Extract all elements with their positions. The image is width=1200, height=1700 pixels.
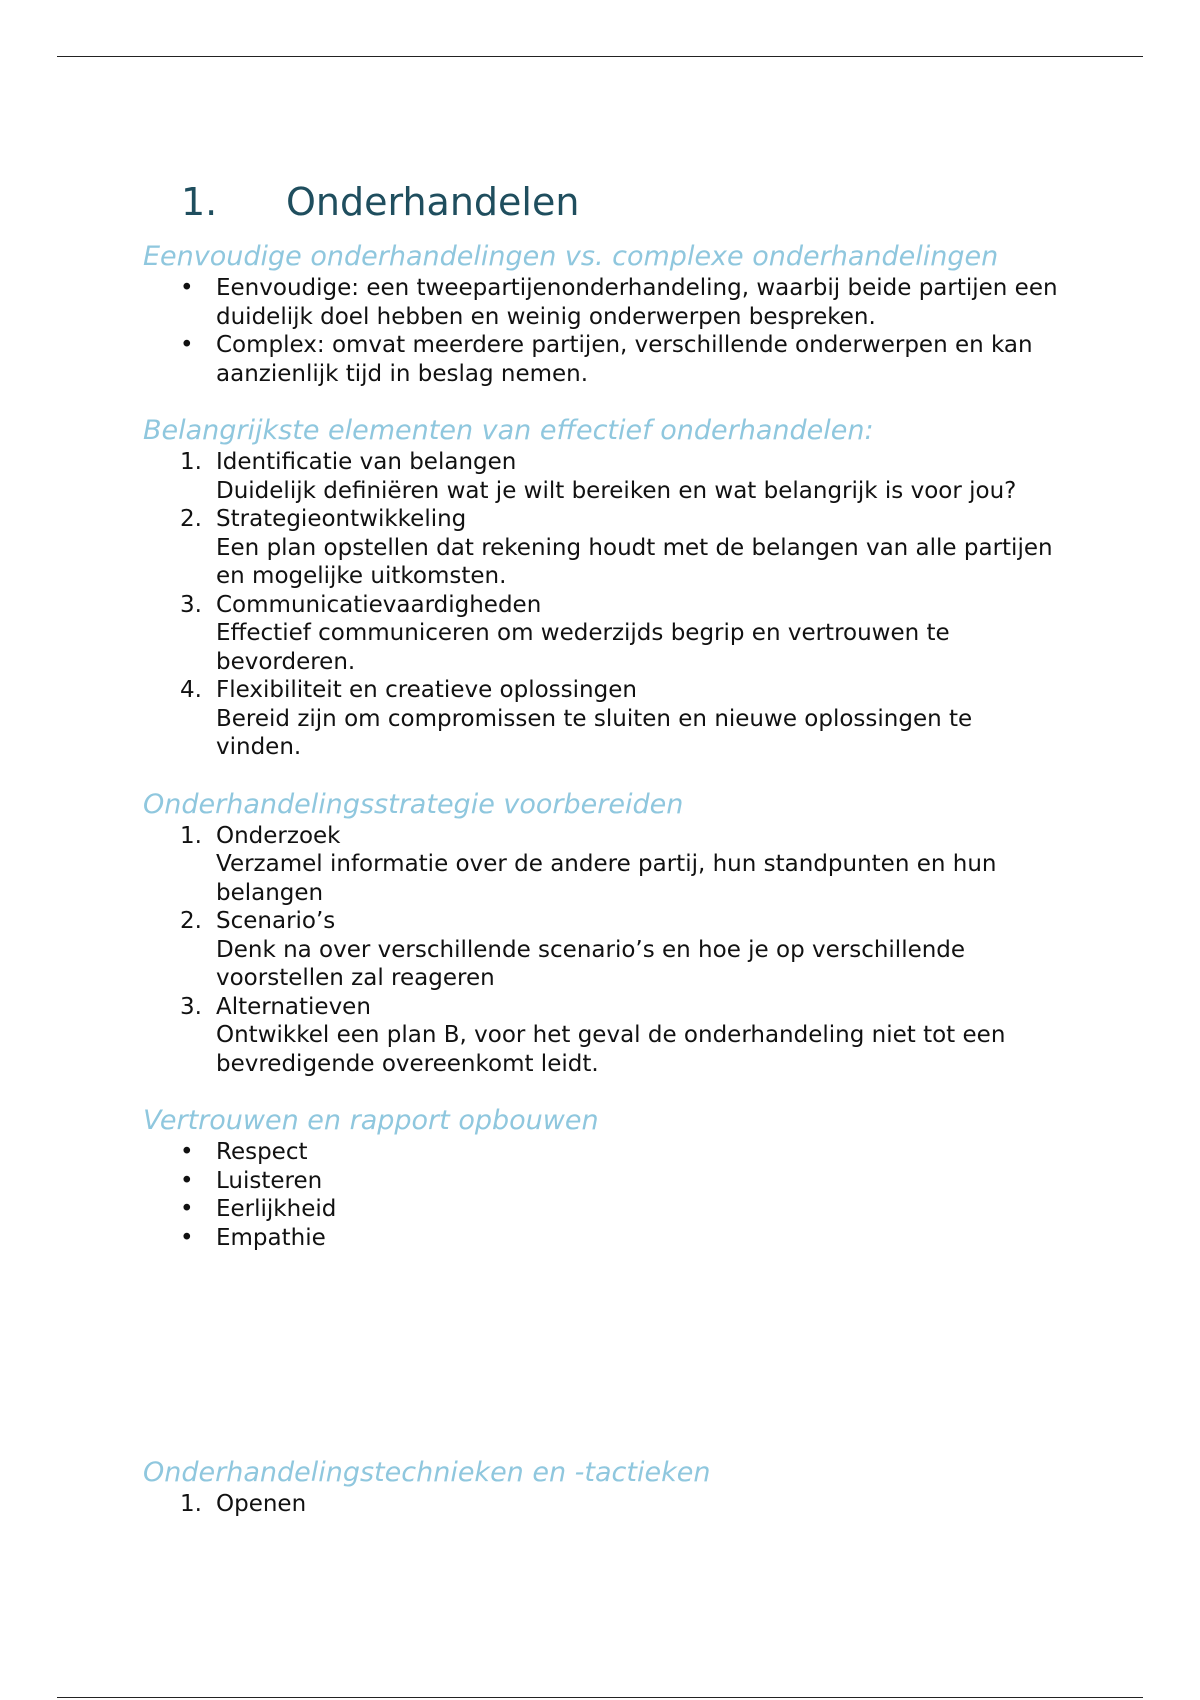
list-item-text: Complex: omvat meerdere partijen, verschillende onderwerpen en kan aanzienlijk tijd in beslag nemen. — [216, 332, 1033, 387]
list-item-title: Openen — [216, 1491, 307, 1517]
bullet-icon: • — [180, 1196, 194, 1222]
chapter-title-text: Onderhandelen — [286, 180, 580, 224]
list-item-title: Onderzoek — [216, 822, 341, 849]
section-trust-rapport — [143, 1104, 1063, 1252]
section-heading: Eenvoudige onderhandelingen vs. complexe onderhandelingen — [143, 241, 999, 272]
bullet-icon: • — [180, 1139, 194, 1165]
numbered-list — [143, 1490, 1063, 1519]
list-number: 1. — [180, 822, 202, 849]
bullet-icon: • — [180, 1224, 194, 1251]
numbered-list — [143, 822, 1063, 1079]
list-number: 4. — [180, 677, 202, 703]
list-item — [143, 1167, 1063, 1196]
numbered-list — [143, 448, 1063, 762]
section-simple-vs-complex — [143, 240, 1063, 388]
section-heading: Vertrouwen en rapport opbouwen — [143, 1105, 599, 1136]
list-item — [143, 591, 1063, 677]
list-item-description: Effectief communiceren om wederzijds begrip en vertrouwen te bevorderen. — [216, 620, 950, 675]
list-item — [143, 1490, 1063, 1519]
bullet-icon: • — [180, 1167, 194, 1194]
list-item-title: Communicatievaardigheden — [216, 591, 542, 618]
list-item-description: Duidelijk definiëren wat je wilt bereiken en wat belangrijk is voor jou? — [216, 477, 1017, 504]
section-strategy-preparation — [143, 788, 1063, 1079]
list-number: 2. — [180, 506, 202, 532]
list-item-title: Alternatieven — [216, 993, 371, 1020]
bullet-icon: • — [180, 275, 194, 301]
list-item-text: Luisteren — [216, 1167, 323, 1194]
list-number: 1. — [180, 449, 202, 475]
list-number: 2. — [180, 908, 202, 934]
list-item-text: Respect — [216, 1139, 308, 1165]
list-item — [143, 274, 1063, 331]
list-item — [143, 907, 1063, 993]
section-key-elements — [143, 414, 1063, 762]
list-item — [143, 822, 1063, 908]
list-item-title: Flexibiliteit en creatieve oplossingen — [216, 677, 637, 703]
list-item — [143, 993, 1063, 1079]
section-heading: Onderhandelingsstrategie voorbereiden — [143, 788, 684, 820]
list-item-description: Denk na over verschillende scenario’s en hoe je op verschillende voorstellen zal reageren — [216, 936, 966, 991]
chapter-number: 1. — [181, 180, 218, 224]
list-item-title: Strategieontwikkeling — [216, 506, 467, 532]
list-number: 3. — [180, 591, 202, 618]
list-item — [143, 331, 1063, 388]
section-heading: Onderhandelingstechnieken en -tactieken — [143, 1457, 711, 1488]
list-number: 1. — [180, 1491, 202, 1517]
vertical-spacer — [143, 1278, 1063, 1456]
list-item — [143, 448, 1063, 505]
list-item-description: Een plan opstellen dat rekening houdt met de belangen van alle partijen en mogelijke uitkomsten. — [216, 534, 1053, 589]
list-item — [143, 1138, 1063, 1167]
document-body — [143, 178, 1063, 1545]
bullet-list — [143, 274, 1063, 388]
section-techniques-tactics — [143, 1456, 1063, 1519]
header-rule — [57, 56, 1143, 57]
list-item-description: Verzamel informatie over de andere partij, hun standpunten en hun belangen — [216, 851, 997, 906]
chapter-title — [181, 178, 1063, 226]
list-item-description: Bereid zijn om compromissen te sluiten en nieuwe oplossingen te vinden. — [216, 705, 973, 760]
list-item-title: Scenario’s — [216, 908, 336, 934]
section-heading: Belangrijkste elementen van effectief onderhandelen: — [143, 415, 874, 446]
bullet-icon: • — [180, 332, 194, 358]
bullet-list — [143, 1138, 1063, 1252]
list-item — [143, 505, 1063, 591]
list-item-text: Empathie — [216, 1224, 326, 1251]
list-number: 3. — [180, 993, 202, 1020]
list-item-title: Identificatie van belangen — [216, 449, 517, 475]
list-item-text: Eenvoudige: een tweepartijenonderhandeling, waarbij beide partijen een duidelijk doel hebben en weinig onderwerpen bespreken. — [216, 275, 1058, 330]
list-item-description: Ontwikkel een plan B, voor het geval de onderhandeling niet tot een bevredigende overeenkomt leidt. — [216, 1022, 1006, 1077]
list-item — [143, 1224, 1063, 1253]
list-item — [143, 1195, 1063, 1224]
list-item-text: Eerlijkheid — [216, 1196, 337, 1222]
list-item — [143, 676, 1063, 762]
footer-rule — [57, 1697, 1143, 1698]
